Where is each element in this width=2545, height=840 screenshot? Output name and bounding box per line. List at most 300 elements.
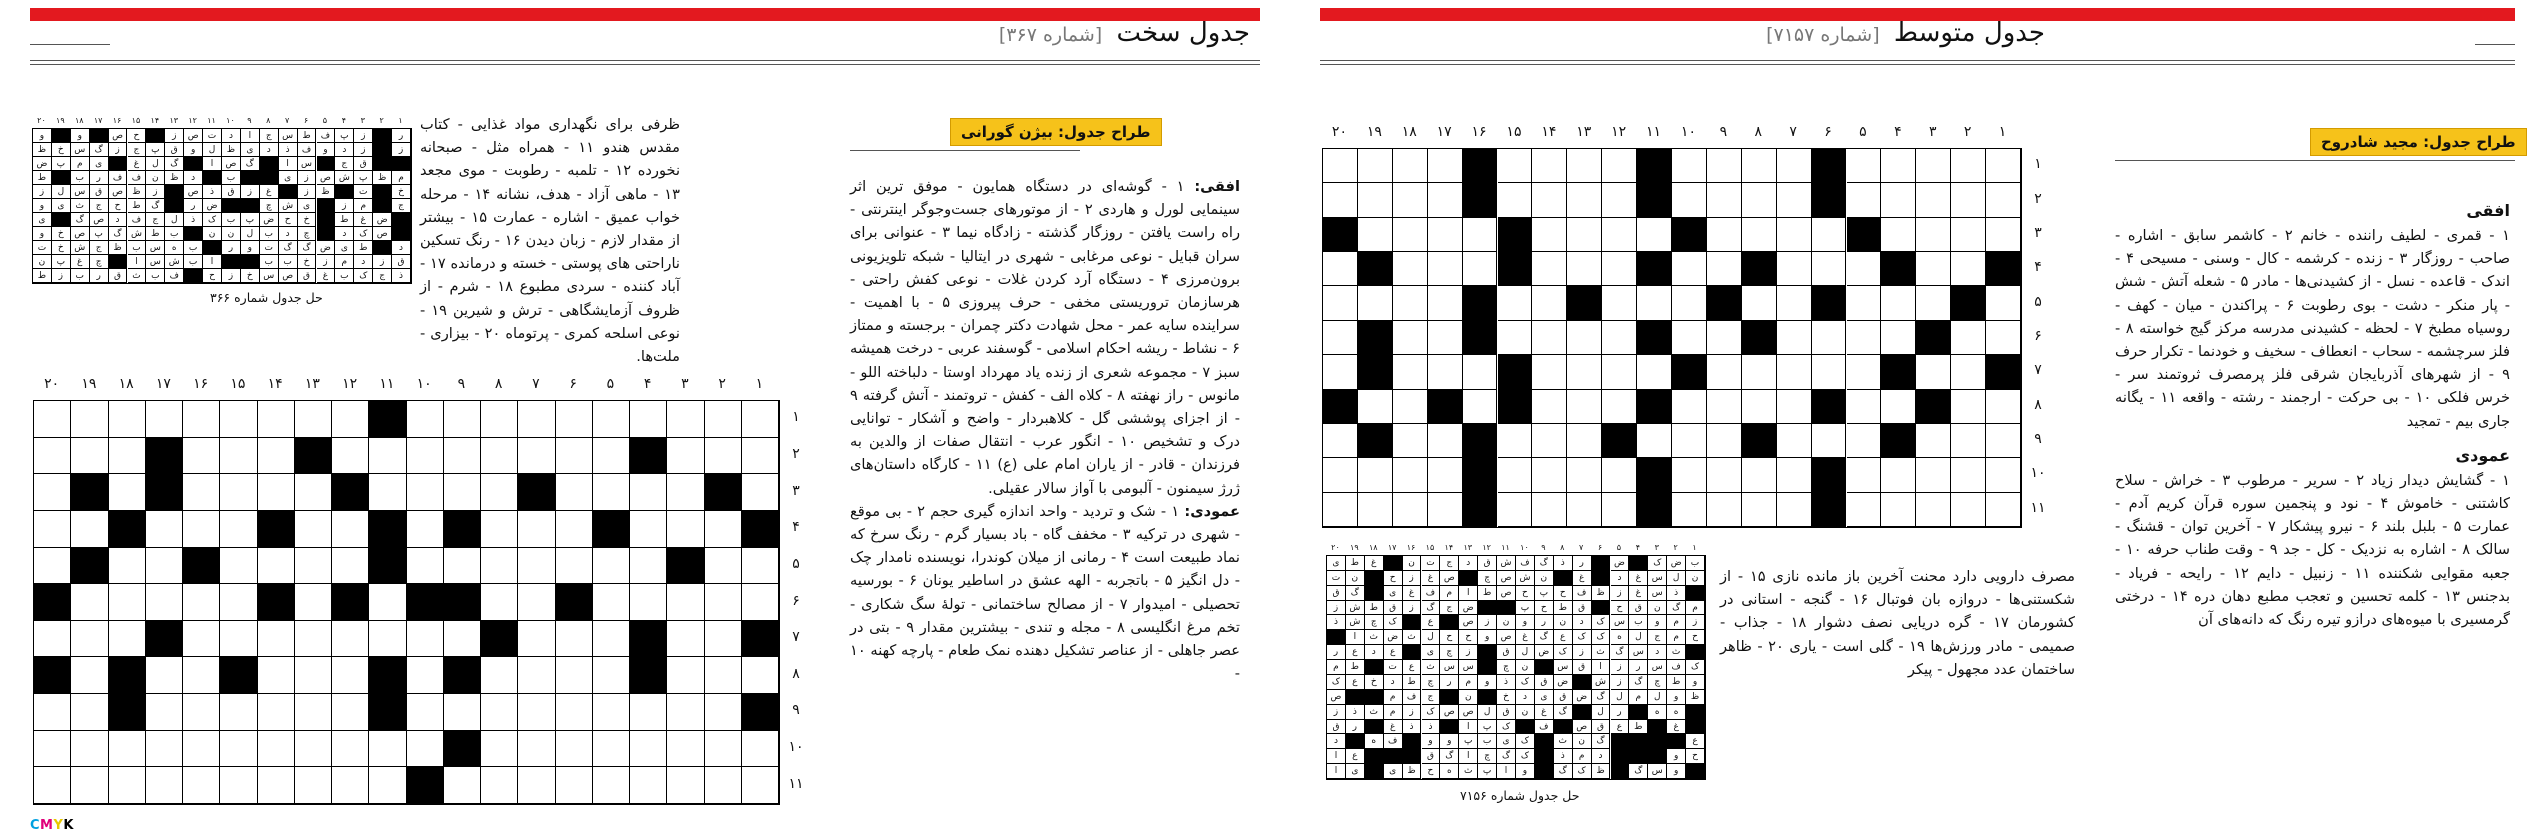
grid-cell[interactable] <box>518 584 555 621</box>
grid-cell[interactable] <box>1567 149 1602 183</box>
grid-cell[interactable] <box>146 657 183 694</box>
grid-cell[interactable] <box>630 548 667 585</box>
grid-cell[interactable] <box>146 401 183 438</box>
grid-cell[interactable] <box>1951 458 1986 492</box>
grid-cell[interactable] <box>1393 390 1428 424</box>
grid-cell[interactable] <box>1916 218 1951 252</box>
grid-cell[interactable] <box>109 548 146 585</box>
grid-cell[interactable] <box>1847 493 1882 527</box>
grid-cell[interactable] <box>1847 183 1882 217</box>
grid-cell[interactable] <box>1881 183 1916 217</box>
grid-cell[interactable] <box>518 767 555 804</box>
grid-cell[interactable] <box>1672 321 1707 355</box>
grid-cell[interactable] <box>1358 390 1393 424</box>
grid-cell[interactable] <box>1323 149 1358 183</box>
grid-cell[interactable] <box>1393 286 1428 320</box>
grid-cell[interactable] <box>1358 286 1393 320</box>
grid-cell[interactable] <box>332 548 369 585</box>
grid-cell[interactable] <box>407 621 444 658</box>
grid-cell[interactable] <box>71 694 108 731</box>
grid-cell[interactable] <box>518 401 555 438</box>
grid-cell[interactable] <box>183 621 220 658</box>
grid-cell[interactable] <box>1498 493 1533 527</box>
grid-cell[interactable] <box>481 731 518 768</box>
grid-cell[interactable] <box>1881 390 1916 424</box>
grid-cell[interactable] <box>258 548 295 585</box>
grid-cell[interactable] <box>667 621 704 658</box>
grid-cell[interactable] <box>407 731 444 768</box>
grid-cell[interactable] <box>71 731 108 768</box>
grid-cell[interactable] <box>407 657 444 694</box>
grid-cell[interactable] <box>518 694 555 731</box>
grid-cell[interactable] <box>667 438 704 475</box>
grid-cell[interactable] <box>1498 458 1533 492</box>
grid-cell[interactable] <box>1847 458 1882 492</box>
grid-cell[interactable] <box>593 621 630 658</box>
grid-cell[interactable] <box>1916 252 1951 286</box>
grid-cell[interactable] <box>742 731 779 768</box>
grid-cell[interactable] <box>295 731 332 768</box>
grid-cell[interactable] <box>1358 183 1393 217</box>
grid-cell[interactable] <box>1498 424 1533 458</box>
grid-cell[interactable] <box>593 584 630 621</box>
grid-cell[interactable] <box>1916 458 1951 492</box>
grid-cell[interactable] <box>183 767 220 804</box>
grid-cell[interactable] <box>1428 286 1463 320</box>
grid-cell[interactable] <box>1847 149 1882 183</box>
grid-cell[interactable] <box>1742 355 1777 389</box>
grid-cell[interactable] <box>220 474 257 511</box>
grid-cell[interactable] <box>518 621 555 658</box>
grid-cell[interactable] <box>667 694 704 731</box>
grid-cell[interactable] <box>1951 252 1986 286</box>
grid-cell[interactable] <box>1637 218 1672 252</box>
grid-cell[interactable] <box>630 584 667 621</box>
grid-cell[interactable] <box>593 401 630 438</box>
grid-cell[interactable] <box>109 621 146 658</box>
grid-cell[interactable] <box>1777 355 1812 389</box>
grid-cell[interactable] <box>1567 321 1602 355</box>
grid-cell[interactable] <box>1742 458 1777 492</box>
grid-cell[interactable] <box>518 548 555 585</box>
grid-cell[interactable] <box>369 584 406 621</box>
grid-cell[interactable] <box>1393 424 1428 458</box>
grid-cell[interactable] <box>705 438 742 475</box>
grid-cell[interactable] <box>1463 252 1498 286</box>
grid-cell[interactable] <box>1463 390 1498 424</box>
grid-cell[interactable] <box>146 548 183 585</box>
grid-cell[interactable] <box>1567 252 1602 286</box>
grid-cell[interactable] <box>1951 424 1986 458</box>
grid-cell[interactable] <box>742 584 779 621</box>
grid-cell[interactable] <box>667 511 704 548</box>
grid-cell[interactable] <box>1672 183 1707 217</box>
grid-cell[interactable] <box>183 694 220 731</box>
grid-cell[interactable] <box>556 657 593 694</box>
grid-cell[interactable] <box>481 694 518 731</box>
grid-cell[interactable] <box>1881 149 1916 183</box>
grid-cell[interactable] <box>71 767 108 804</box>
grid-cell[interactable] <box>1428 218 1463 252</box>
grid-cell[interactable] <box>183 584 220 621</box>
grid-cell[interactable] <box>1916 424 1951 458</box>
grid-cell[interactable] <box>407 401 444 438</box>
grid-cell[interactable] <box>220 767 257 804</box>
grid-cell[interactable] <box>295 548 332 585</box>
grid-cell[interactable] <box>481 438 518 475</box>
grid-cell[interactable] <box>109 401 146 438</box>
grid-cell[interactable] <box>1986 424 2021 458</box>
grid-cell[interactable] <box>332 657 369 694</box>
grid-cell[interactable] <box>1986 149 2021 183</box>
grid-cell[interactable] <box>1847 355 1882 389</box>
grid-cell[interactable] <box>1812 252 1847 286</box>
right-crossword-grid[interactable] <box>1322 148 2022 528</box>
grid-cell[interactable] <box>71 511 108 548</box>
grid-cell[interactable] <box>1323 458 1358 492</box>
grid-cell[interactable] <box>1567 458 1602 492</box>
grid-cell[interactable] <box>1567 493 1602 527</box>
grid-cell[interactable] <box>667 767 704 804</box>
grid-cell[interactable] <box>295 694 332 731</box>
grid-cell[interactable] <box>1707 458 1742 492</box>
grid-cell[interactable] <box>71 657 108 694</box>
grid-cell[interactable] <box>295 474 332 511</box>
grid-cell[interactable] <box>1428 355 1463 389</box>
grid-cell[interactable] <box>1393 355 1428 389</box>
grid-cell[interactable] <box>1323 355 1358 389</box>
grid-cell[interactable] <box>444 621 481 658</box>
grid-cell[interactable] <box>1777 390 1812 424</box>
grid-cell[interactable] <box>742 474 779 511</box>
grid-cell[interactable] <box>705 401 742 438</box>
grid-cell[interactable] <box>1847 252 1882 286</box>
grid-cell[interactable] <box>444 438 481 475</box>
grid-cell[interactable] <box>1777 218 1812 252</box>
grid-cell[interactable] <box>1602 252 1637 286</box>
grid-cell[interactable] <box>1567 183 1602 217</box>
grid-cell[interactable] <box>34 438 71 475</box>
grid-cell[interactable] <box>258 657 295 694</box>
grid-cell[interactable] <box>1637 424 1672 458</box>
grid-cell[interactable] <box>369 474 406 511</box>
grid-cell[interactable] <box>1393 458 1428 492</box>
grid-cell[interactable] <box>258 767 295 804</box>
grid-cell[interactable] <box>295 511 332 548</box>
grid-cell[interactable] <box>1707 218 1742 252</box>
grid-cell[interactable] <box>407 438 444 475</box>
grid-cell[interactable] <box>1428 458 1463 492</box>
grid-cell[interactable] <box>444 401 481 438</box>
grid-cell[interactable] <box>332 767 369 804</box>
grid-cell[interactable] <box>1707 355 1742 389</box>
grid-cell[interactable] <box>1742 493 1777 527</box>
grid-cell[interactable] <box>593 548 630 585</box>
grid-cell[interactable] <box>34 621 71 658</box>
grid-cell[interactable] <box>1742 286 1777 320</box>
grid-cell[interactable] <box>705 767 742 804</box>
grid-cell[interactable] <box>630 474 667 511</box>
grid-cell[interactable] <box>1532 458 1567 492</box>
grid-cell[interactable] <box>1323 493 1358 527</box>
grid-cell[interactable] <box>667 657 704 694</box>
grid-cell[interactable] <box>146 584 183 621</box>
grid-cell[interactable] <box>1463 218 1498 252</box>
grid-cell[interactable] <box>258 474 295 511</box>
grid-cell[interactable] <box>1602 321 1637 355</box>
grid-cell[interactable] <box>1393 321 1428 355</box>
grid-cell[interactable] <box>295 584 332 621</box>
grid-cell[interactable] <box>705 731 742 768</box>
grid-cell[interactable] <box>1358 218 1393 252</box>
grid-cell[interactable] <box>295 621 332 658</box>
grid-cell[interactable] <box>71 401 108 438</box>
grid-cell[interactable] <box>109 767 146 804</box>
grid-cell[interactable] <box>71 438 108 475</box>
grid-cell[interactable] <box>1602 218 1637 252</box>
left-crossword-grid[interactable] <box>33 400 780 805</box>
grid-cell[interactable] <box>1777 183 1812 217</box>
grid-cell[interactable] <box>1707 424 1742 458</box>
grid-cell[interactable] <box>220 548 257 585</box>
grid-cell[interactable] <box>1742 149 1777 183</box>
grid-cell[interactable] <box>1881 286 1916 320</box>
grid-cell[interactable] <box>444 767 481 804</box>
grid-cell[interactable] <box>705 694 742 731</box>
grid-cell[interactable] <box>1881 493 1916 527</box>
grid-cell[interactable] <box>1777 458 1812 492</box>
grid-cell[interactable] <box>556 401 593 438</box>
grid-cell[interactable] <box>1532 321 1567 355</box>
grid-cell[interactable] <box>1428 252 1463 286</box>
grid-cell[interactable] <box>1707 390 1742 424</box>
grid-cell[interactable] <box>705 657 742 694</box>
grid-cell[interactable] <box>1742 183 1777 217</box>
grid-cell[interactable] <box>481 584 518 621</box>
grid-cell[interactable] <box>1777 493 1812 527</box>
grid-cell[interactable] <box>1672 390 1707 424</box>
grid-cell[interactable] <box>1951 390 1986 424</box>
grid-cell[interactable] <box>1951 183 1986 217</box>
grid-cell[interactable] <box>369 621 406 658</box>
grid-cell[interactable] <box>1602 458 1637 492</box>
grid-cell[interactable] <box>109 474 146 511</box>
grid-cell[interactable] <box>1881 458 1916 492</box>
grid-cell[interactable] <box>556 438 593 475</box>
grid-cell[interactable] <box>1358 493 1393 527</box>
grid-cell[interactable] <box>556 511 593 548</box>
grid-cell[interactable] <box>109 584 146 621</box>
grid-cell[interactable] <box>1916 493 1951 527</box>
grid-cell[interactable] <box>1428 321 1463 355</box>
grid-cell[interactable] <box>34 694 71 731</box>
grid-cell[interactable] <box>630 731 667 768</box>
grid-cell[interactable] <box>220 511 257 548</box>
grid-cell[interactable] <box>1777 424 1812 458</box>
grid-cell[interactable] <box>667 474 704 511</box>
grid-cell[interactable] <box>34 511 71 548</box>
grid-cell[interactable] <box>1532 355 1567 389</box>
grid-cell[interactable] <box>183 401 220 438</box>
grid-cell[interactable] <box>1393 218 1428 252</box>
grid-cell[interactable] <box>258 621 295 658</box>
grid-cell[interactable] <box>705 548 742 585</box>
grid-cell[interactable] <box>1602 493 1637 527</box>
grid-cell[interactable] <box>1986 321 2021 355</box>
grid-cell[interactable] <box>742 657 779 694</box>
grid-cell[interactable] <box>332 694 369 731</box>
grid-cell[interactable] <box>667 584 704 621</box>
grid-cell[interactable] <box>109 438 146 475</box>
grid-cell[interactable] <box>1567 355 1602 389</box>
grid-cell[interactable] <box>220 438 257 475</box>
grid-cell[interactable] <box>332 401 369 438</box>
grid-cell[interactable] <box>1742 390 1777 424</box>
grid-cell[interactable] <box>220 621 257 658</box>
grid-cell[interactable] <box>742 401 779 438</box>
grid-cell[interactable] <box>220 694 257 731</box>
grid-cell[interactable] <box>1881 218 1916 252</box>
grid-cell[interactable] <box>518 731 555 768</box>
grid-cell[interactable] <box>258 401 295 438</box>
grid-cell[interactable] <box>444 474 481 511</box>
grid-cell[interactable] <box>444 548 481 585</box>
grid-cell[interactable] <box>593 767 630 804</box>
grid-cell[interactable] <box>1881 321 1916 355</box>
grid-cell[interactable] <box>1812 424 1847 458</box>
grid-cell[interactable] <box>1777 321 1812 355</box>
grid-cell[interactable] <box>1672 149 1707 183</box>
grid-cell[interactable] <box>667 401 704 438</box>
grid-cell[interactable] <box>34 548 71 585</box>
grid-cell[interactable] <box>369 767 406 804</box>
grid-cell[interactable] <box>1707 149 1742 183</box>
grid-cell[interactable] <box>295 401 332 438</box>
grid-cell[interactable] <box>1707 493 1742 527</box>
grid-cell[interactable] <box>1567 218 1602 252</box>
grid-cell[interactable] <box>1916 286 1951 320</box>
grid-cell[interactable] <box>71 621 108 658</box>
grid-cell[interactable] <box>593 731 630 768</box>
grid-cell[interactable] <box>1951 218 1986 252</box>
grid-cell[interactable] <box>1777 149 1812 183</box>
grid-cell[interactable] <box>369 731 406 768</box>
grid-cell[interactable] <box>556 767 593 804</box>
grid-cell[interactable] <box>1916 149 1951 183</box>
grid-cell[interactable] <box>1707 183 1742 217</box>
grid-cell[interactable] <box>481 767 518 804</box>
grid-cell[interactable] <box>220 401 257 438</box>
grid-cell[interactable] <box>34 474 71 511</box>
grid-cell[interactable] <box>1428 183 1463 217</box>
grid-cell[interactable] <box>705 511 742 548</box>
grid-cell[interactable] <box>1532 286 1567 320</box>
grid-cell[interactable] <box>481 511 518 548</box>
grid-cell[interactable] <box>1358 458 1393 492</box>
grid-cell[interactable] <box>1986 458 2021 492</box>
grid-cell[interactable] <box>742 438 779 475</box>
grid-cell[interactable] <box>444 694 481 731</box>
grid-cell[interactable] <box>295 657 332 694</box>
grid-cell[interactable] <box>220 584 257 621</box>
grid-cell[interactable] <box>109 731 146 768</box>
grid-cell[interactable] <box>1847 424 1882 458</box>
grid-cell[interactable] <box>1986 286 2021 320</box>
grid-cell[interactable] <box>1951 355 1986 389</box>
grid-cell[interactable] <box>518 438 555 475</box>
grid-cell[interactable] <box>1847 390 1882 424</box>
grid-cell[interactable] <box>518 511 555 548</box>
grid-cell[interactable] <box>1393 252 1428 286</box>
grid-cell[interactable] <box>146 511 183 548</box>
grid-cell[interactable] <box>407 548 444 585</box>
grid-cell[interactable] <box>518 657 555 694</box>
grid-cell[interactable] <box>1637 286 1672 320</box>
grid-cell[interactable] <box>1498 321 1533 355</box>
grid-cell[interactable] <box>630 511 667 548</box>
grid-cell[interactable] <box>1812 355 1847 389</box>
grid-cell[interactable] <box>630 401 667 438</box>
grid-cell[interactable] <box>1567 424 1602 458</box>
grid-cell[interactable] <box>556 474 593 511</box>
grid-cell[interactable] <box>220 731 257 768</box>
grid-cell[interactable] <box>332 731 369 768</box>
grid-cell[interactable] <box>1602 149 1637 183</box>
grid-cell[interactable] <box>1602 390 1637 424</box>
grid-cell[interactable] <box>34 731 71 768</box>
grid-cell[interactable] <box>1393 493 1428 527</box>
grid-cell[interactable] <box>1532 493 1567 527</box>
grid-cell[interactable] <box>1672 424 1707 458</box>
grid-cell[interactable] <box>630 767 667 804</box>
grid-cell[interactable] <box>1532 390 1567 424</box>
grid-cell[interactable] <box>1498 149 1533 183</box>
grid-cell[interactable] <box>667 731 704 768</box>
grid-cell[interactable] <box>705 621 742 658</box>
grid-cell[interactable] <box>481 401 518 438</box>
grid-cell[interactable] <box>1428 424 1463 458</box>
grid-cell[interactable] <box>146 767 183 804</box>
grid-cell[interactable] <box>1323 424 1358 458</box>
grid-cell[interactable] <box>742 548 779 585</box>
grid-cell[interactable] <box>1707 321 1742 355</box>
grid-cell[interactable] <box>630 694 667 731</box>
grid-cell[interactable] <box>1532 149 1567 183</box>
grid-cell[interactable] <box>1532 218 1567 252</box>
grid-cell[interactable] <box>1428 149 1463 183</box>
grid-cell[interactable] <box>1812 218 1847 252</box>
grid-cell[interactable] <box>1567 390 1602 424</box>
grid-cell[interactable] <box>1498 183 1533 217</box>
grid-cell[interactable] <box>1951 321 1986 355</box>
grid-cell[interactable] <box>1602 183 1637 217</box>
grid-cell[interactable] <box>1951 149 1986 183</box>
grid-cell[interactable] <box>593 694 630 731</box>
grid-cell[interactable] <box>1323 321 1358 355</box>
grid-cell[interactable] <box>332 511 369 548</box>
grid-cell[interactable] <box>1672 493 1707 527</box>
grid-cell[interactable] <box>1742 218 1777 252</box>
grid-cell[interactable] <box>1637 355 1672 389</box>
grid-cell[interactable] <box>1323 286 1358 320</box>
grid-cell[interactable] <box>1532 252 1567 286</box>
grid-cell[interactable] <box>593 474 630 511</box>
grid-cell[interactable] <box>1707 252 1742 286</box>
grid-cell[interactable] <box>1428 493 1463 527</box>
grid-cell[interactable] <box>183 731 220 768</box>
grid-cell[interactable] <box>556 548 593 585</box>
grid-cell[interactable] <box>1672 286 1707 320</box>
